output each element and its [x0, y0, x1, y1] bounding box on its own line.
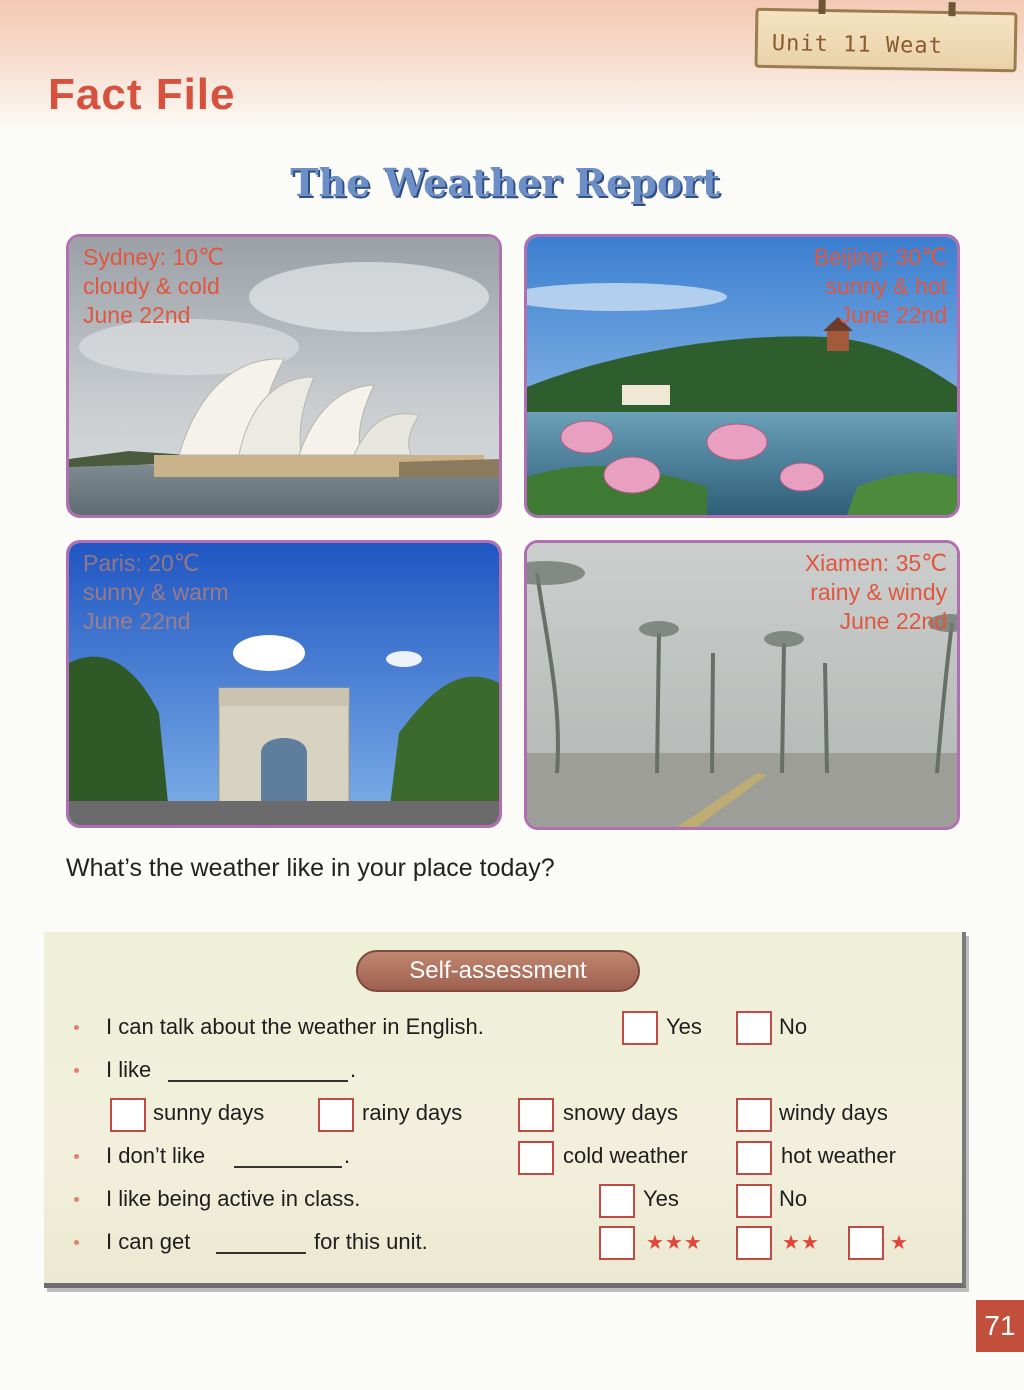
bullet [74, 1197, 79, 1202]
talk-weather-yes-label: Yes [666, 1014, 702, 1039]
bullet [74, 1154, 79, 1159]
paris-date: June 22nd [83, 608, 191, 634]
snowy-days-checkbox[interactable] [518, 1098, 554, 1132]
three-stars-icon: ★★★ [646, 1230, 703, 1254]
windy-days-label: windy days [779, 1100, 888, 1125]
weather-question: What’s the weather like in your place today? [66, 854, 555, 882]
sign-post [948, 2, 955, 16]
period: . [350, 1057, 357, 1082]
xiamen-caption [805, 549, 947, 636]
two-stars-checkbox[interactable] [736, 1226, 772, 1260]
xiamen-weather: rainy & windy [810, 579, 947, 605]
xiamen-photo [524, 540, 960, 830]
page-title: Fact File [48, 70, 236, 119]
sunny-days-checkbox[interactable] [110, 1098, 146, 1132]
three-stars-checkbox[interactable] [599, 1226, 635, 1260]
sydney-caption [83, 243, 224, 330]
active-no-checkbox[interactable] [736, 1184, 772, 1218]
sydney-date: June 22nd [83, 302, 191, 328]
paris-weather: sunny & warm [83, 579, 229, 605]
one-star-icon: ★ [890, 1230, 909, 1254]
sign-post [818, 0, 825, 14]
snowy-days-label: snowy days [563, 1100, 678, 1125]
sydney-city-temp: Sydney: 10℃ [83, 244, 224, 270]
talk-weather-no-checkbox[interactable] [736, 1011, 772, 1045]
beijing-caption [814, 243, 947, 330]
bullet [74, 1240, 79, 1245]
page-number: 71 [976, 1300, 1024, 1352]
sydney-photo [66, 234, 502, 518]
i-dont-like-blank[interactable] [234, 1166, 342, 1168]
active-yes-checkbox[interactable] [599, 1184, 635, 1218]
i-can-get-statement: I can get [106, 1229, 191, 1254]
active-yes-label: Yes [643, 1186, 679, 1211]
xiamen-date: June 22nd [839, 608, 947, 634]
self-assessment-title: Self-assessment [356, 950, 640, 992]
sunny-days-label: sunny days [153, 1100, 265, 1125]
rainy-days-label: rainy days [362, 1100, 463, 1125]
paris-city-temp: Paris: 20℃ [83, 550, 200, 576]
talk-weather-statement: I can talk about the weather in English. [106, 1014, 484, 1039]
report-title: The Weather Report [290, 160, 720, 205]
bullet [74, 1025, 79, 1030]
active-in-class-statement: I like being active in class. [106, 1186, 361, 1211]
period: . [344, 1143, 351, 1168]
active-no-label: No [779, 1186, 808, 1211]
cold-weather-checkbox[interactable] [518, 1141, 554, 1175]
windy-days-checkbox[interactable] [736, 1098, 772, 1132]
i-can-get-blank[interactable] [216, 1252, 306, 1254]
sydney-weather: cloudy & cold [83, 273, 220, 299]
i-like-blank[interactable] [168, 1080, 348, 1082]
for-this-unit-text: for this unit. [314, 1229, 428, 1254]
two-stars-icon: ★★ [782, 1230, 820, 1254]
i-like-statement: I like [106, 1057, 152, 1082]
i-dont-like-statement: I don’t like [106, 1143, 206, 1168]
rainy-days-checkbox[interactable] [318, 1098, 354, 1132]
beijing-weather: sunny & hot [825, 273, 947, 299]
one-star-checkbox[interactable] [848, 1226, 884, 1260]
paris-photo [66, 540, 502, 828]
beijing-date: June 22nd [839, 302, 947, 328]
unit-label: Unit 11 Weat [771, 31, 944, 59]
talk-weather-no-label: No [779, 1014, 808, 1039]
unit-sign [754, 8, 1017, 73]
bullet [74, 1068, 79, 1073]
cold-weather-label: cold weather [563, 1143, 688, 1168]
hot-weather-checkbox[interactable] [736, 1141, 772, 1175]
xiamen-city-temp: Xiamen: 35℃ [804, 550, 947, 576]
beijing-photo [524, 234, 960, 518]
hot-weather-label: hot weather [781, 1143, 896, 1168]
paris-caption [83, 549, 229, 636]
beijing-city-temp: Beijing: 30℃ [813, 244, 947, 270]
talk-weather-yes-checkbox[interactable] [622, 1011, 658, 1045]
